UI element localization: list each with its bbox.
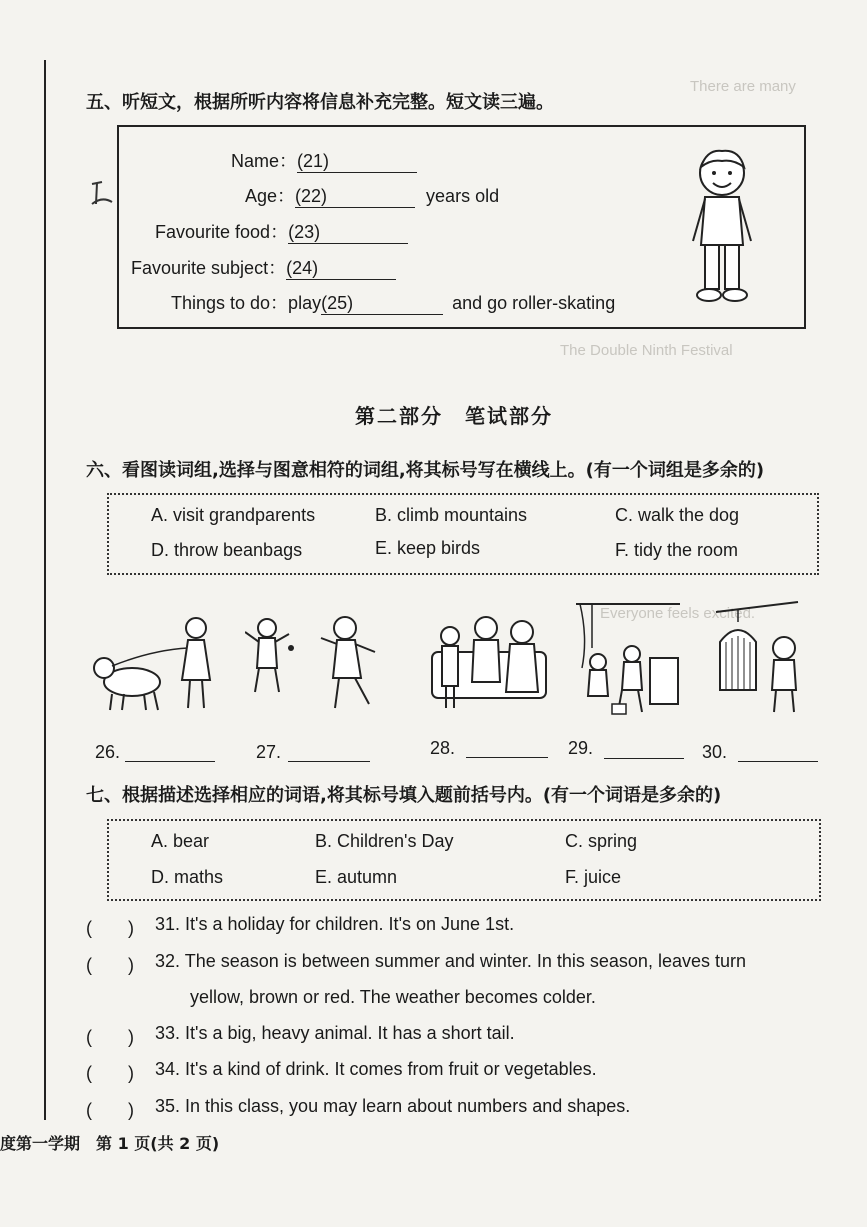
answer-blank-29[interactable] (604, 758, 684, 759)
option-b: B. climb mountains (375, 505, 528, 525)
question-32: 32. The season is between summer and winter. In this season, leaves turn (155, 951, 746, 971)
answer-paren-34[interactable]: ( ) (86, 1063, 134, 1083)
option-d: D. maths (151, 867, 224, 887)
picture-visit-grandparents (428, 612, 550, 712)
info-box (117, 125, 806, 329)
option-c: C. spring (565, 831, 638, 851)
field-things-to-do: Things to do：play(25) and go roller-skating (171, 293, 616, 313)
section7-options-box (107, 819, 821, 901)
option-a: A. visit grandparents (151, 505, 316, 525)
section6-heading: 六、看图读词组,选择与图意相符的词组,将其标号写在横线上。(有一个词组是多余的) (86, 460, 765, 481)
field-favourite-food: Favourite food：(23) (155, 218, 408, 244)
option-b: B. Children's Day (315, 831, 454, 851)
picture-walk-the-dog (92, 610, 222, 720)
answer-blank-26[interactable] (125, 761, 215, 762)
option-c: C. walk the dog (615, 505, 740, 525)
answer-blank-23[interactable]: (23) (288, 222, 408, 244)
section5-heading: 五、听短文，根据所听内容将信息补充完整。短文读三遍。 (86, 92, 554, 113)
bleed-through-text: There are many (690, 78, 796, 95)
picture-keep-birds (712, 598, 800, 718)
answer-blank-27[interactable] (288, 761, 370, 762)
answer-paren-33[interactable]: ( ) (86, 1027, 134, 1047)
question-33: 33. It's a big, heavy animal. It has a short tail. (155, 1023, 515, 1043)
answer-paren-32[interactable]: ( ) (86, 955, 134, 975)
section7-heading: 七、根据描述选择相应的词语,将其标号填入题前括号内。(有一个词语是多余的) (86, 785, 722, 806)
handwritten-mark (88, 180, 118, 208)
answer-blank-28[interactable] (466, 757, 548, 758)
question-31: 31. It's a holiday for children. It's on June 1st. (155, 914, 515, 934)
picture-tidy-the-room (572, 598, 684, 720)
section6-options-box (107, 493, 819, 575)
field-name: Name：(21) (231, 147, 417, 173)
field-age: Age：(22) years old (245, 186, 500, 206)
option-f: F. juice (565, 867, 622, 887)
picture-label-28: 28. (430, 738, 456, 758)
picture-label-26: 26. (95, 742, 121, 762)
option-e: E. keep birds (375, 538, 481, 558)
answer-blank-25[interactable]: (25) (321, 293, 443, 315)
answer-paren-35[interactable]: ( ) (86, 1100, 134, 1120)
binding-margin-line (44, 60, 46, 1120)
answer-blank-24[interactable]: (24) (286, 258, 396, 280)
bleed-through-text: The Double Ninth Festival (560, 342, 733, 359)
picture-label-27: 27. (256, 742, 282, 762)
option-f: F. tidy the room (615, 540, 739, 560)
bleed-through-text: Everyone feels excited. (600, 605, 756, 622)
picture-label-30: 30. (702, 742, 728, 762)
question-34: 34. It's a kind of drink. It comes from fruit or vegetables. (155, 1059, 597, 1079)
boy-illustration (677, 145, 767, 305)
picture-label-29: 29. (568, 738, 594, 758)
option-d: D. throw beanbags (151, 540, 303, 560)
answer-blank-30[interactable] (738, 761, 818, 762)
option-a: A. bear (151, 831, 210, 851)
field-favourite-subject: Favourite subject：(24) (131, 254, 396, 280)
answer-blank-21[interactable]: (21) (297, 151, 417, 173)
question-32-continued: yellow, brown or red. The weather becomes colder. (190, 987, 596, 1007)
option-e: E. autumn (315, 867, 398, 887)
answer-paren-31[interactable]: ( ) (86, 918, 134, 938)
page-footer: 度第一学期 第 1 页(共 2 页) (0, 1134, 220, 1153)
part2-title: 第二部分 笔试部分 (355, 404, 553, 428)
picture-throw-beanbags (245, 608, 385, 718)
question-35: 35. In this class, you may learn about numbers and shapes. (155, 1096, 631, 1116)
answer-blank-22[interactable]: (22) (295, 186, 415, 208)
